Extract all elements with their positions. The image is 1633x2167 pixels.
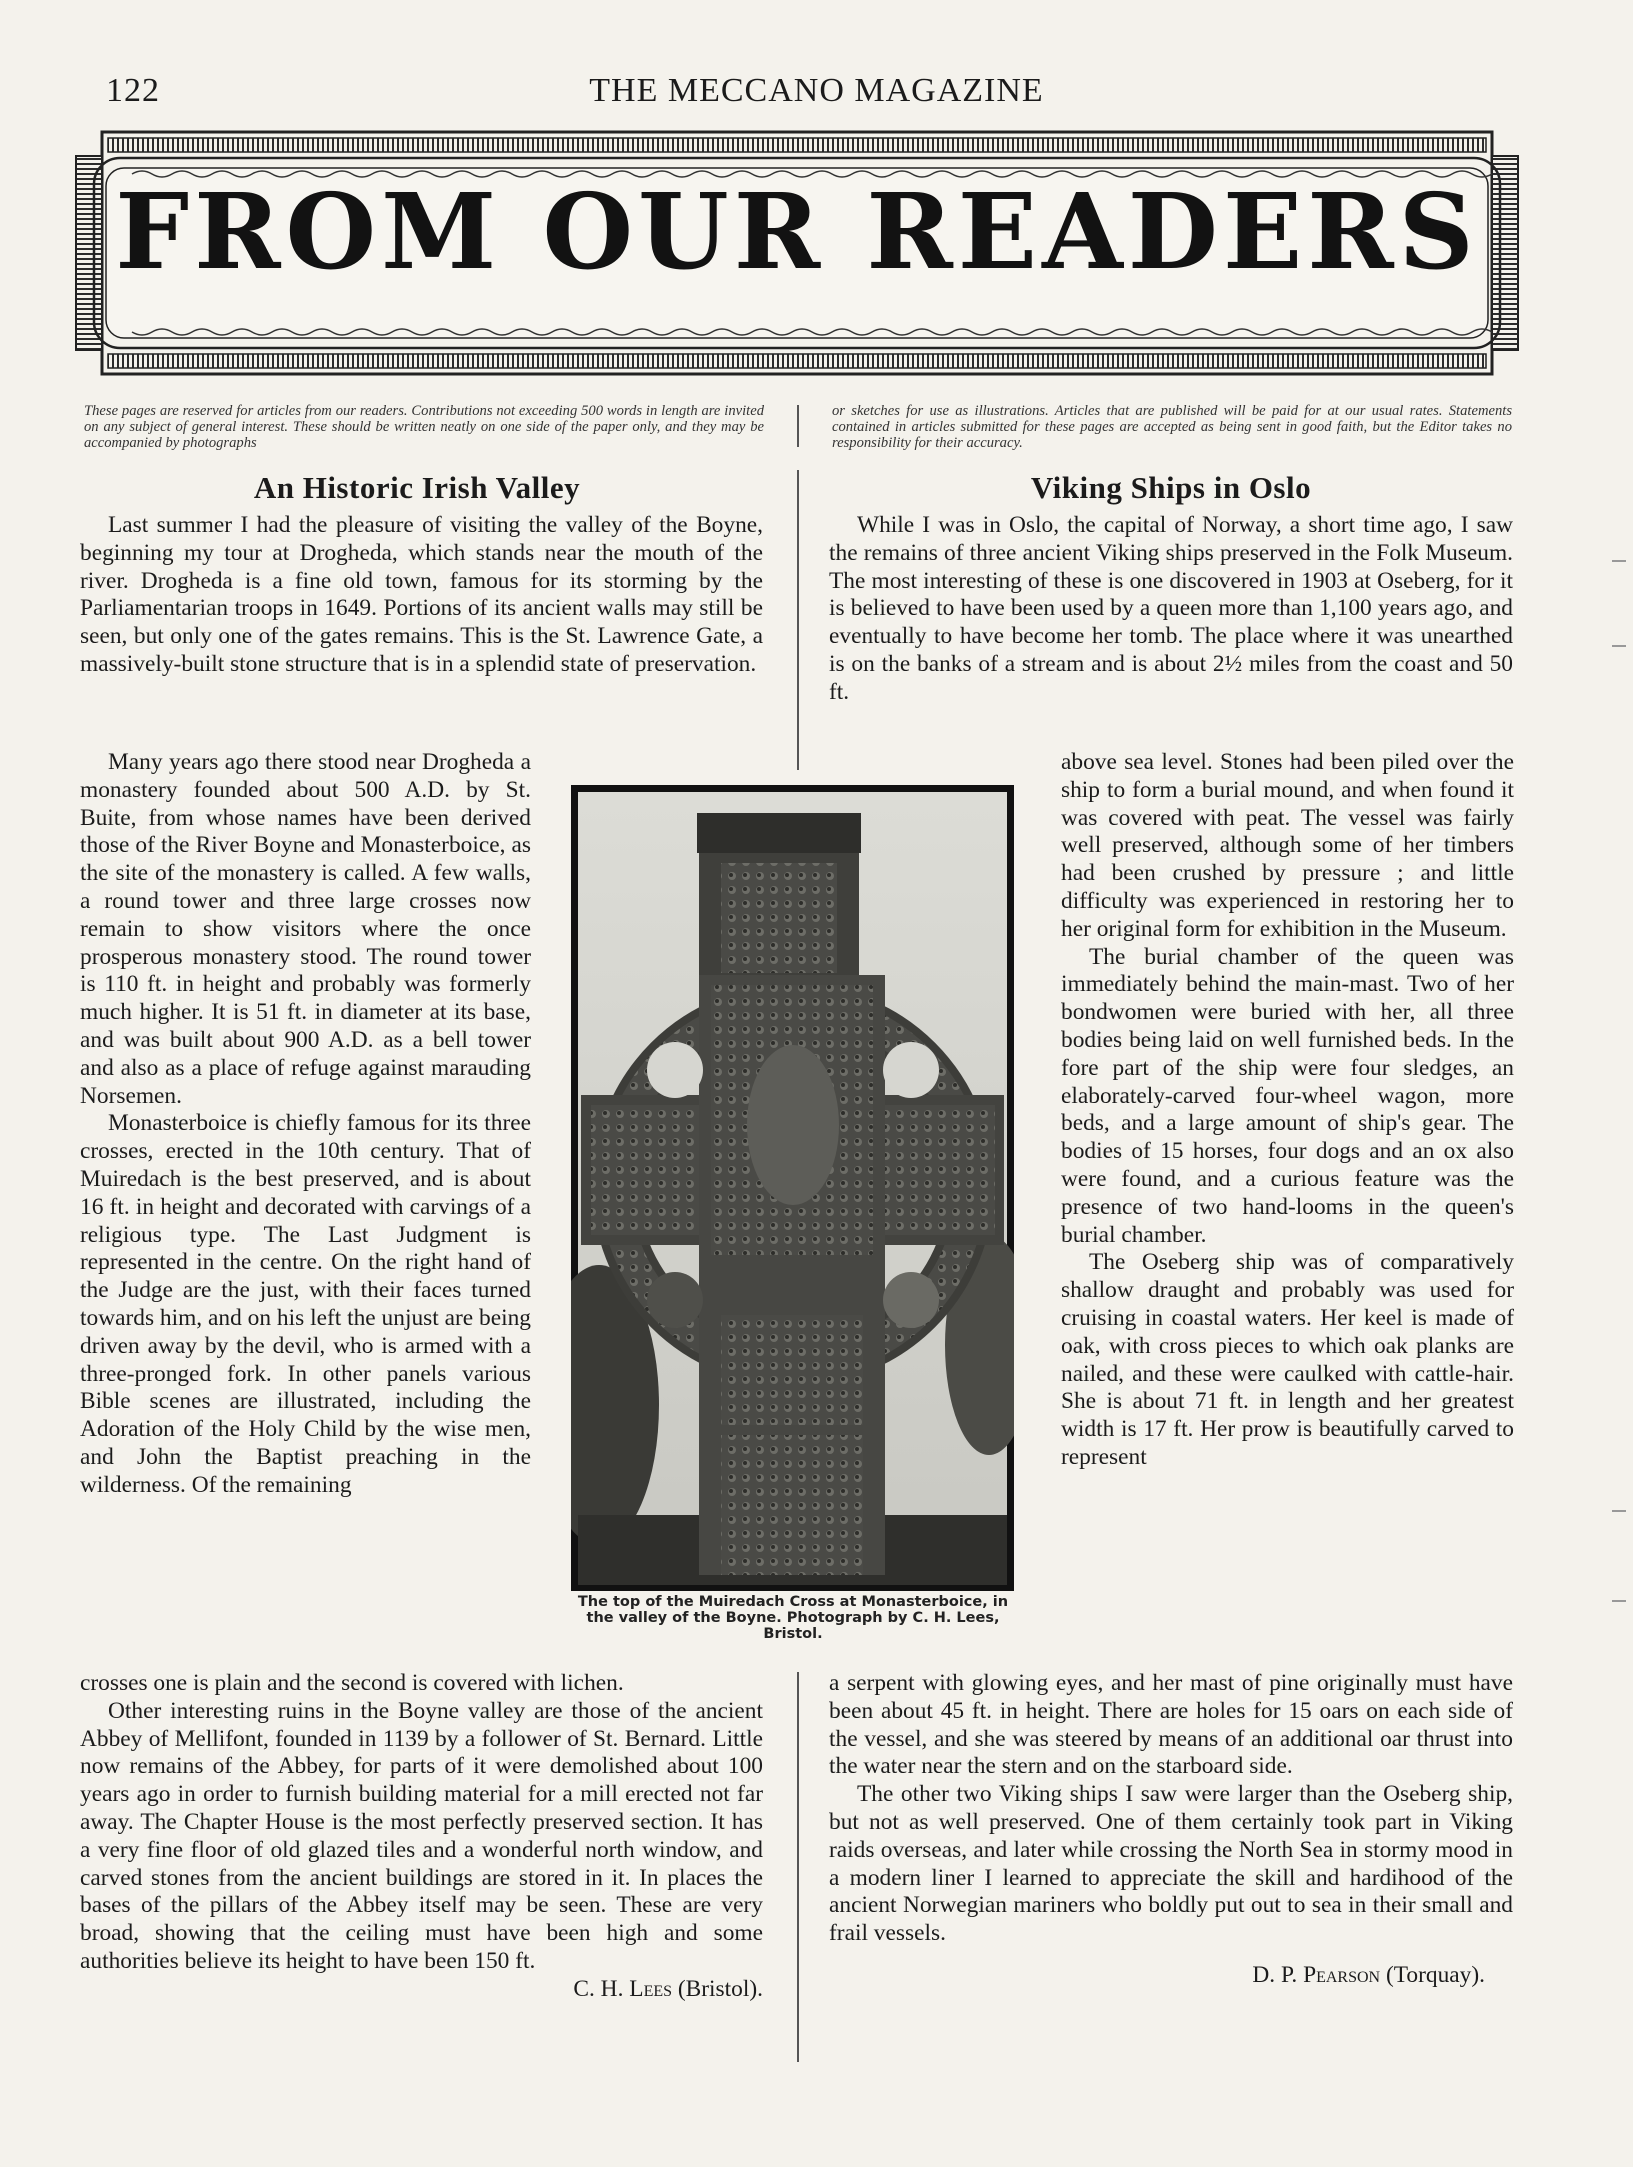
column-divider-bottom (797, 1672, 799, 2062)
notice-left: These pages are reserved for articles from our readers. Contributions not exceeding 500 words in length are invited on any subject of general interest. These should be written neatly on one side of the paper only, and they may be accompanied by photographs (84, 403, 764, 451)
page-number: 122 (106, 72, 160, 109)
left-article-intro (80, 512, 763, 752)
right-author-place: (Torquay). (1385, 1961, 1485, 1988)
right-paragraph-3: The Oseberg ship was of comparatively shallow draught and probably was used for cruising in coastal waters. Her keel is made of oak, with cross pieces to which oak planks are nailed, and these were caulked with cattle-hair. She is about 71 ft. in length and her greatest width is 17 ft. Her prow is beautifully carved to represent (1061, 1249, 1514, 1470)
right-paragraph-2: The burial chamber of the queen was immediately behind the main-mast. Two of her bondwomen were buried with her, all three bodies being laid on well furnished beds. In the fore part of the ship were four sledges, an elaborately-carved four-wheel wagon, more beds, and a large amount of ship's gear. The bodies of 15 horses, four dogs and an ox also were found, and a curious feature was the presence of two hand-looms in the queen's burial chamber. (1061, 943, 1514, 1248)
margin-mark (1612, 645, 1626, 647)
cross-photograph (571, 785, 1014, 1591)
right-article-signature (829, 1962, 1513, 1990)
left-article-signature (80, 1976, 763, 2004)
margin-mark (1612, 1600, 1626, 1602)
left-author-name: C. H. Lees (573, 1975, 673, 2002)
notice-divider (797, 405, 799, 447)
left-paragraph-2: Many years ago there stood near Drogheda a monastery founded about 500 A.D. by St. Buite, from whose names have been derived those of the River Boyne and Monasterboice, as the site of the monastery is called. A few walls, a round tower and three large crosses now remain to show visitors where the once prosperous monastery stood. The round tower is 110 ft. in height and probably was formerly much higher. It is 51 ft. in diameter at its base, and was built about 900 A.D. as a bell tower and also as a place of refuge against marauding Norsemen. (80, 749, 531, 1109)
right-paragraph-3-cont: a serpent with glowing eyes, and her mast of pine originally must have been about 45 ft. in height. There are holes for 15 oars on each side of the vessel, and she was steered by means of an additional oar thrust into the water near the stern and on the starboard side. (829, 1670, 1513, 1780)
left-paragraph-3-cont: crosses one is plain and the second is covered with lichen. (80, 1670, 624, 1696)
right-author-name: D. P. Pearson (1252, 1961, 1381, 1988)
column-divider-top (797, 470, 799, 770)
left-paragraph-3: Monasterboice is chiefly famous for its three crosses, erected in the 10th century. That of Muiredach is the best preserved, and is about 16 ft. in height and decorated with carvings of a religious type. The Last Judgment is represented in the centre. On the right hand of the Judge are the just, with their faces turned towards him, and on his left the unjust are being driven away by the devil, who is armed with a three-pronged fork. In other panels various Bible scenes are illustrated, including the Adoration of the Holy Child by the wise men, and John the Baptist preaching in the wilderness. Of the remaining (80, 1110, 531, 1498)
left-author-place: (Bristol). (677, 1975, 763, 2002)
notice-right: or sketches for use as illustrations. Articles that are published will be paid for at our usual rates. Statements contained in articles submitted for these pages are accepted as being sent in good faith, but the Editor takes no responsibility for their accuracy. (832, 403, 1512, 451)
magazine-title: THE MECCANO MAGAZINE (589, 72, 1044, 109)
right-article-bottom (829, 1670, 1513, 2070)
right-article-title: Viking Ships in Oslo (1030, 470, 1312, 505)
left-article-title: An Historic Irish Valley (253, 470, 581, 505)
margin-mark (1612, 560, 1626, 562)
photo-caption: The top of the Muiredach Cross at Monasterboice, in the valley of the Boyne. Photograph by C. H. Lees, Bristol. (577, 1594, 1009, 1642)
right-paragraph-4: The other two Viking ships I saw were larger than the Oseberg ship, but not as well preserved. One of them certainly took part in Viking raids overseas, and later while crossing the North Sea in stormy mood in a modern liner I learned to appreciate the skill and hardihood of the ancient Norwegian mariners who boldly put out to sea in their small and frail vessels. (829, 1781, 1513, 1947)
right-paragraph-1: While I was in Oslo, the capital of Norway, a short time ago, I saw the remains of three ancient Viking ships preserved in the Folk Museum. The most interesting of these is one discovered in 1903 at Oseberg, for it is believed to have been used by a queen more than 1,100 years ago, and eventually to have become her tomb. The place where it was unearthed is on the banks of a stream and is about 2½ miles from the coast and 50 ft. (829, 512, 1513, 705)
left-paragraph-4: Other interesting ruins in the Boyne valley are those of the ancient Abbey of Mellifont, founded in 1139 by a follower of St. Bernard. Little now remains of the Abbey, for parts of it were demolished about 100 years ago in order to furnish building material for a mill erected not far away. The Chapter House is the most perfectly preserved section. It has a very fine floor of old glazed tiles and a wonderful north window, and carved stones from the ancient buildings are stored in it. In places the bases of the pillars of the Abbey itself may be seen. These are very broad, showing that the ceiling must have been high and some authorities believe its height to have been 150 ft. (80, 1697, 763, 1974)
left-article-bottom (80, 1670, 763, 2070)
left-article-narrow (80, 749, 531, 1673)
margin-mark (1612, 1510, 1626, 1512)
left-paragraph-1: Last summer I had the pleasure of visiting the valley of the Boyne, beginning my tour at Drogheda, which stands near the mouth of the river. Drogheda is a fine old town, famous for its storming by the Parliamentarian troops in 1649. Portions of its ancient walls may still be seen, but only one of the gates remains. This is the St. Lawrence Gate, a massively-built stone structure that is in a splendid state of preservation. (80, 512, 763, 677)
right-article-intro (829, 512, 1513, 752)
right-paragraph-1-cont: above sea level. Stones had been piled over the ship to form a burial mound, and when found it was covered with peat. The vessel was fairly well preserved, although some of her timbers had been crushed by pressure ; and little difficulty was experienced in restoring her to her original form for exhibition in the Museum. (1061, 749, 1514, 942)
right-article-narrow (1061, 749, 1514, 1673)
section-title: FROM OUR READERS (115, 170, 1479, 293)
